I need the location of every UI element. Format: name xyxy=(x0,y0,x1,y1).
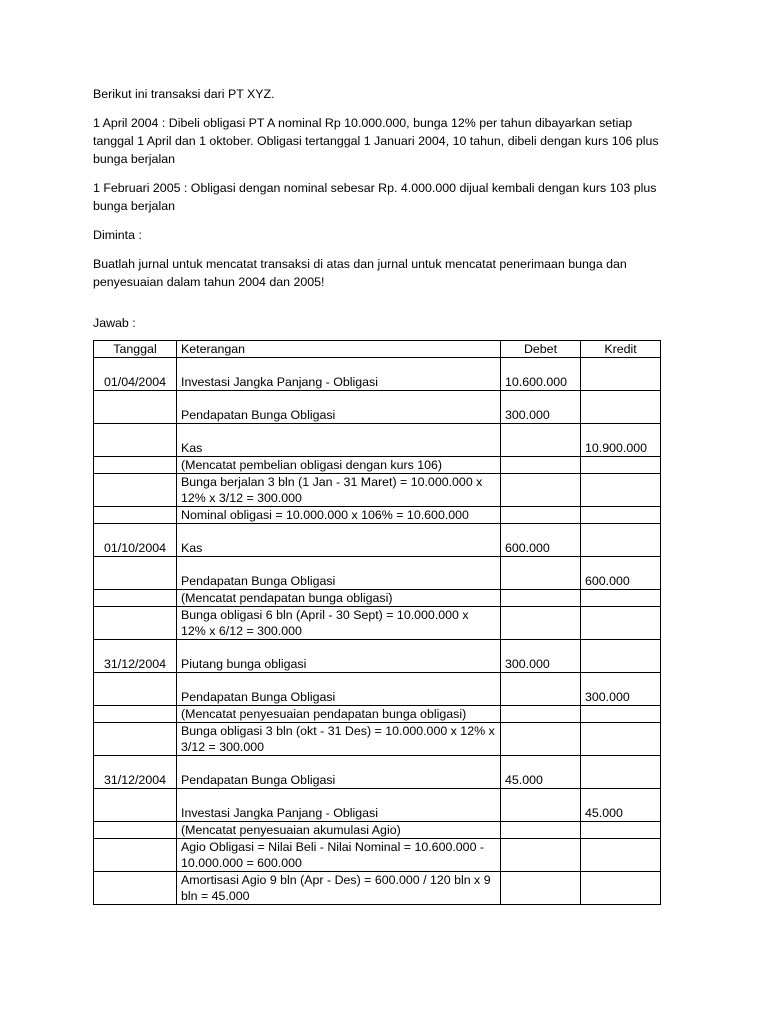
cell-tanggal xyxy=(94,457,177,474)
cell-keterangan: Nominal obligasi = 10.000.000 x 106% = 10.600.000 xyxy=(177,507,501,524)
cell-kredit xyxy=(581,457,661,474)
cell-tanggal xyxy=(94,673,177,706)
table-row xyxy=(94,822,661,839)
table-row xyxy=(94,789,661,822)
cell-keterangan: Pendapatan Bunga Obligasi xyxy=(177,756,501,789)
cell-debet: 600.000 xyxy=(501,524,581,557)
cell-kredit: 300.000 xyxy=(581,673,661,706)
table-row xyxy=(94,391,661,424)
cell-keterangan: Agio Obligasi = Nilai Beli - Nilai Nominal = 10.600.000 - 10.000.000 = 600.000 xyxy=(177,839,501,872)
table-row xyxy=(94,706,661,723)
cell-keterangan: Amortisasi Agio 9 bln (Apr - Des) = 600.000 / 120 bln x 9 bln = 45.000 xyxy=(177,872,501,905)
cell-kredit: 10.900.000 xyxy=(581,424,661,457)
cell-kredit xyxy=(581,756,661,789)
cell-debet: 10.600.000 xyxy=(501,358,581,391)
cell-tanggal xyxy=(94,557,177,590)
cell-keterangan: Pendapatan Bunga Obligasi xyxy=(177,557,501,590)
table-row xyxy=(94,507,661,524)
table-row xyxy=(94,640,661,673)
cell-debet xyxy=(501,557,581,590)
cell-keterangan: Pendapatan Bunga Obligasi xyxy=(177,673,501,706)
table-row xyxy=(94,872,661,905)
cell-keterangan: Investasi Jangka Panjang - Obligasi xyxy=(177,789,501,822)
cell-debet xyxy=(501,607,581,640)
cell-kredit xyxy=(581,822,661,839)
diminta-label: Diminta : xyxy=(93,228,142,242)
cell-tanggal xyxy=(94,822,177,839)
cell-kredit xyxy=(581,872,661,905)
jawab-label: Jawab : xyxy=(93,316,136,330)
cell-tanggal: 31/12/2004 xyxy=(94,756,177,789)
header-kredit: Kredit xyxy=(581,341,661,358)
table-row xyxy=(94,424,661,457)
table-row xyxy=(94,524,661,557)
cell-kredit xyxy=(581,706,661,723)
cell-kredit xyxy=(581,640,661,673)
cell-tanggal xyxy=(94,391,177,424)
cell-keterangan: (Mencatat penyesuaian akumulasi Agio) xyxy=(177,822,501,839)
cell-debet xyxy=(501,789,581,822)
cell-kredit xyxy=(581,590,661,607)
cell-tanggal xyxy=(94,872,177,905)
cell-tanggal xyxy=(94,706,177,723)
cell-kredit xyxy=(581,507,661,524)
cell-debet xyxy=(501,673,581,706)
table-row xyxy=(94,723,661,756)
cell-keterangan: (Mencatat penyesuaian pendapatan bunga obligasi) xyxy=(177,706,501,723)
cell-debet: 300.000 xyxy=(501,640,581,673)
cell-debet xyxy=(501,872,581,905)
header-keterangan: Keterangan xyxy=(177,341,501,358)
cell-debet xyxy=(501,723,581,756)
transaction-1: 1 April 2004 : Dibeli obligasi PT A nominal Rp 10.000.000, bunga 12% per tahun dibayarkan setiap tanggal 1 April dan 1 oktober. Obligasi tertanggal 1 Januari 2004, 10 tahun, dibeli dengan kurs 106 plus bunga berjalan xyxy=(93,116,659,166)
cell-debet: 300.000 xyxy=(501,391,581,424)
document-content xyxy=(93,85,663,905)
cell-tanggal xyxy=(94,424,177,457)
cell-kredit xyxy=(581,607,661,640)
cell-debet: 45.000 xyxy=(501,756,581,789)
header-debet: Debet xyxy=(501,341,581,358)
cell-keterangan: Bunga obligasi 6 bln (April - 30 Sept) = 10.000.000 x 12% x 6/12 = 300.000 xyxy=(177,607,501,640)
cell-kredit xyxy=(581,524,661,557)
cell-keterangan: Bunga obligasi 3 bln (okt - 31 Des) = 10.000.000 x 12% x 3/12 = 300.000 xyxy=(177,723,501,756)
cell-tanggal xyxy=(94,590,177,607)
table-row xyxy=(94,474,661,507)
task-instruction: Buatlah jurnal untuk mencatat transaksi di atas dan jurnal untuk mencatat penerimaan bunga dan penyesuaian dalam tahun 2004 dan 2005! xyxy=(93,257,627,289)
cell-keterangan: (Mencatat pembelian obligasi dengan kurs 106) xyxy=(177,457,501,474)
cell-keterangan: Kas xyxy=(177,524,501,557)
cell-tanggal: 01/10/2004 xyxy=(94,524,177,557)
cell-kredit xyxy=(581,474,661,507)
table-row xyxy=(94,358,661,391)
table-row xyxy=(94,673,661,706)
table-header-row xyxy=(94,341,661,358)
cell-tanggal: 31/12/2004 xyxy=(94,640,177,673)
cell-keterangan: Kas xyxy=(177,424,501,457)
cell-tanggal xyxy=(94,839,177,872)
cell-debet xyxy=(501,424,581,457)
transaction-2: 1 Februari 2005 : Obligasi dengan nominal sebesar Rp. 4.000.000 dijual kembali dengan kurs 103 plus bunga berjalan xyxy=(93,181,657,213)
cell-tanggal xyxy=(94,507,177,524)
cell-debet xyxy=(501,590,581,607)
cell-debet xyxy=(501,839,581,872)
cell-kredit xyxy=(581,723,661,756)
cell-debet xyxy=(501,474,581,507)
table-row xyxy=(94,557,661,590)
cell-debet xyxy=(501,706,581,723)
journal-table xyxy=(93,340,661,905)
cell-kredit xyxy=(581,839,661,872)
cell-kredit xyxy=(581,358,661,391)
cell-kredit xyxy=(581,391,661,424)
cell-debet xyxy=(501,822,581,839)
table-row xyxy=(94,590,661,607)
cell-keterangan: Pendapatan Bunga Obligasi xyxy=(177,391,501,424)
table-row xyxy=(94,839,661,872)
cell-kredit: 45.000 xyxy=(581,789,661,822)
cell-tanggal xyxy=(94,723,177,756)
cell-tanggal xyxy=(94,607,177,640)
cell-keterangan: (Mencatat pendapatan bunga obligasi) xyxy=(177,590,501,607)
cell-keterangan: Piutang bunga obligasi xyxy=(177,640,501,673)
cell-debet xyxy=(501,507,581,524)
table-row xyxy=(94,457,661,474)
cell-kredit: 600.000 xyxy=(581,557,661,590)
cell-tanggal xyxy=(94,789,177,822)
cell-debet xyxy=(501,457,581,474)
cell-tanggal: 01/04/2004 xyxy=(94,358,177,391)
cell-keterangan: Investasi Jangka Panjang - Obligasi xyxy=(177,358,501,391)
table-row xyxy=(94,756,661,789)
cell-keterangan: Bunga berjalan 3 bln (1 Jan - 31 Maret) = 10.000.000 x 12% x 3/12 = 300.000 xyxy=(177,474,501,507)
intro-heading: Berikut ini transaksi dari PT XYZ. xyxy=(93,87,275,101)
header-tanggal: Tanggal xyxy=(94,341,177,358)
table-row xyxy=(94,607,661,640)
cell-tanggal xyxy=(94,474,177,507)
